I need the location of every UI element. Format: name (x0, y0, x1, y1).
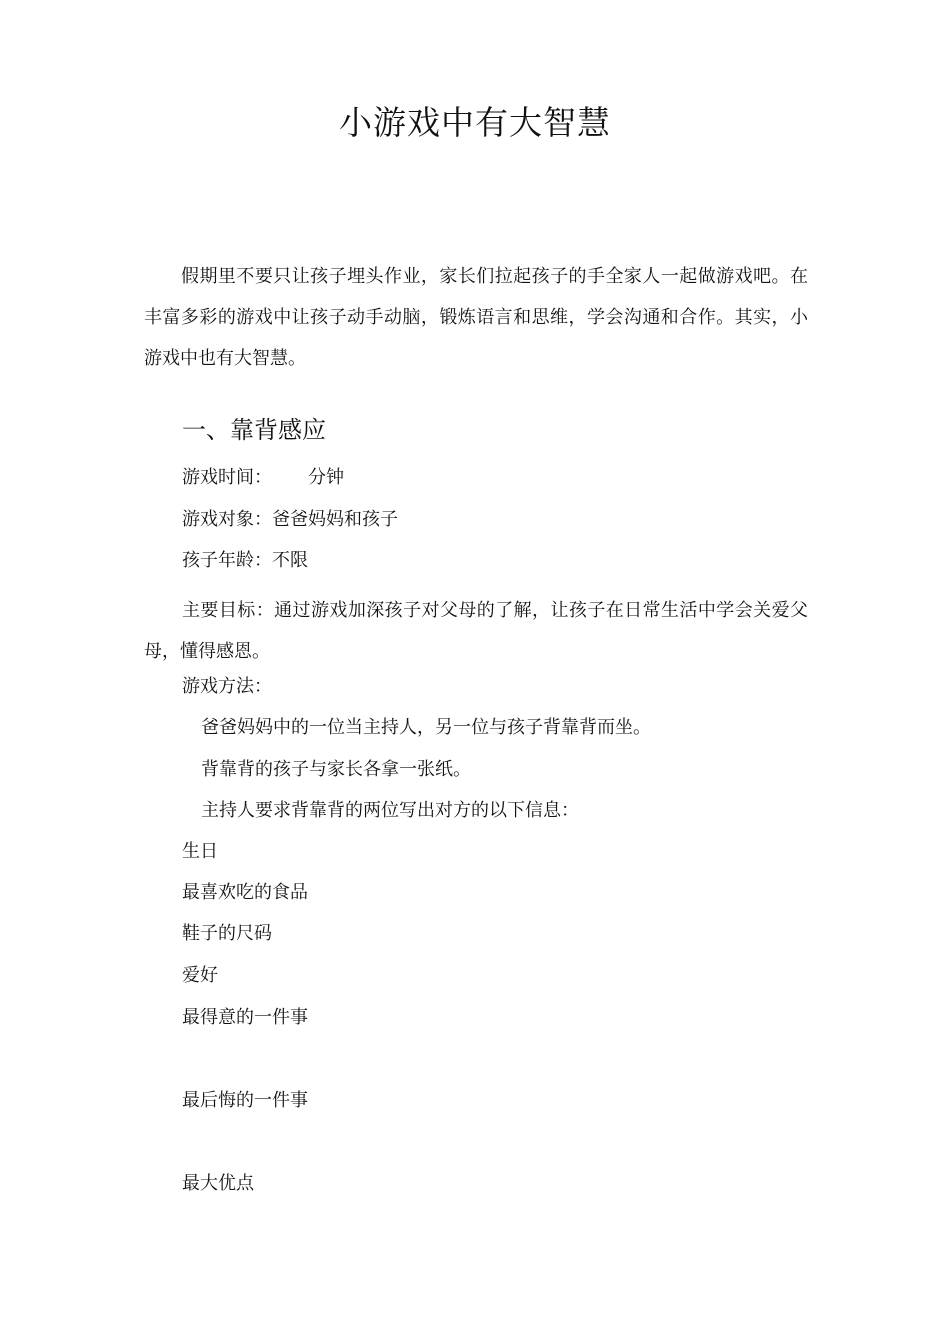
info-item: 生日 (182, 841, 218, 862)
info-item: 最得意的一件事 (182, 1007, 308, 1028)
game-time-value: 分钟 (308, 467, 344, 488)
info-item: 爱好 (182, 965, 218, 986)
child-age-line: 孩子年龄：不限 (182, 550, 308, 571)
game-target-line: 游戏对象：爸爸妈妈和孩子 (182, 509, 398, 530)
method-step: 背靠背的孩子与家长各拿一张纸。 (201, 759, 471, 780)
method-label: 游戏方法： (182, 676, 272, 697)
section-heading: 一、靠背感应 (182, 416, 326, 444)
method-step: 爸爸妈妈中的一位当主持人，另一位与孩子背靠背而坐。 (201, 717, 651, 738)
info-item: 最喜欢吃的食品 (182, 882, 308, 903)
info-item: 鞋子的尺码 (182, 923, 272, 944)
method-step: 主持人要求背靠背的两位写出对方的以下信息： (201, 800, 579, 821)
goal-paragraph: 主要目标：通过游戏加深孩子对父母的了解，让孩子在日常生活中学会关爱父母，懂得感恩。 (144, 600, 808, 662)
game-time-line (182, 464, 344, 492)
game-time-label: 游戏时间： (182, 467, 272, 488)
info-item: 最后悔的一件事 (182, 1090, 308, 1111)
info-item: 最大优点 (182, 1173, 254, 1194)
document-title: 小游戏中有大智慧 (339, 103, 611, 142)
intro-paragraph: 假期里不要只让孩子埋头作业，家长们拉起孩子的手全家人一起做游戏吧。在丰富多彩的游戏中让孩子动手动脑，锻炼语言和思维，学会沟通和合作。其实，小游戏中也有大智慧。 (144, 266, 808, 369)
